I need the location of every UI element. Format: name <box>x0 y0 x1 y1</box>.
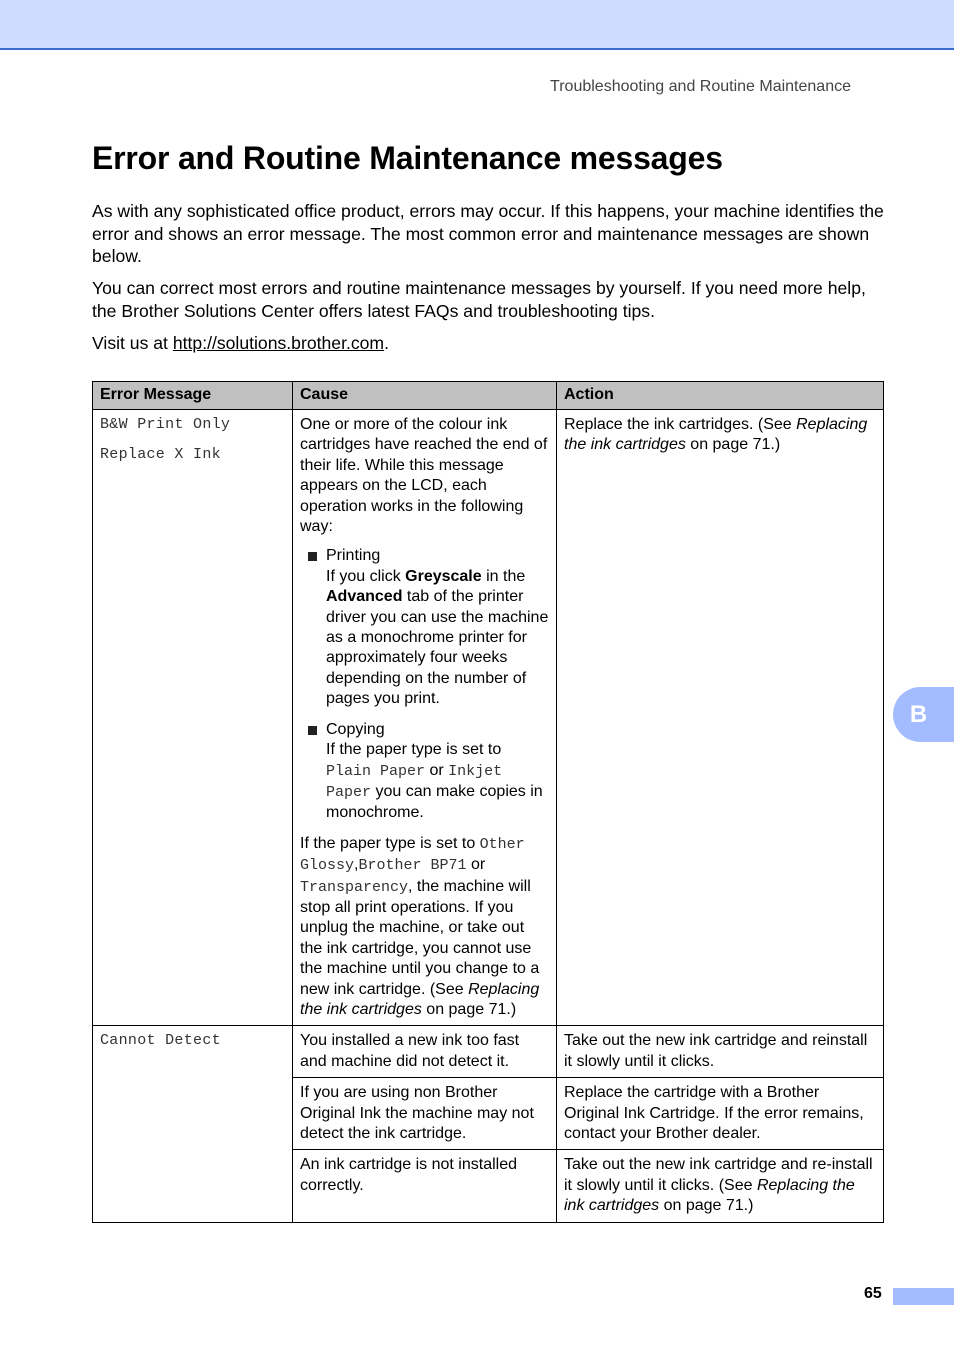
replacing-cartridges-ref: Replacing the ink cartridges <box>564 416 868 454</box>
error-bw-print-only: B&W Print Only <box>100 416 231 433</box>
action-cell: Replace the cartridge with a Brother Original Ink Cartridge. If the error remains, contact your Brother dealer. <box>557 1078 884 1150</box>
table-row <box>93 410 884 1026</box>
page-number: 65 <box>864 1285 882 1302</box>
header-cause: Cause <box>293 382 557 410</box>
visit-suffix: . <box>384 332 389 353</box>
action-text-2: on page 71.) <box>685 436 781 454</box>
copying-text <box>326 740 549 824</box>
error-cell <box>93 410 293 1026</box>
header-error-message: Error Message <box>93 382 293 410</box>
stop-operations-text <box>300 834 549 1021</box>
intro-paragraph-3 <box>92 332 887 355</box>
replacing-cartridges-ref: Replacing the ink cartridges <box>300 980 540 1018</box>
stop-text-4: , the machine will stop all print operations. If you unplug the machine, or take out the ink cartridge, you cannot use the machine until you change to a new ink cartridge. (See <box>300 877 540 998</box>
printing-text-1: If you click <box>326 567 406 585</box>
header-action: Action <box>557 382 884 410</box>
cause-intro: One or more of the colour ink cartridges have reached the end of their life. While this message appears on the LCD, each operation works in the following way: <box>300 416 548 536</box>
page-number-bar <box>893 1288 954 1305</box>
advanced-label: Advanced <box>326 588 403 606</box>
brother-bp71-label: Brother BP71 <box>358 857 467 875</box>
table-header-row <box>93 382 884 410</box>
stop-text-2: , <box>354 856 359 874</box>
intro-text <box>92 200 887 363</box>
top-color-band <box>0 0 954 50</box>
printing-text-2: in the <box>481 567 526 585</box>
visit-prefix: Visit us at <box>92 332 173 353</box>
copying-text-3: you can make copies in monochrome. <box>326 782 543 822</box>
chapter-tab: B <box>893 687 954 742</box>
action-cell <box>557 410 884 1026</box>
intro-paragraph-2: You can correct most errors and routine maintenance messages by yourself. If you need more help, the Brother Solutions Center offers latest FAQs and troubleshooting tips. <box>92 278 866 321</box>
stop-text-3: or <box>466 856 486 874</box>
cause-cell: If you are using non Brother Original Ink the machine may not detect the ink cartridge. <box>293 1078 557 1150</box>
running-header: Troubleshooting and Routine Maintenance <box>550 78 851 95</box>
printing-text <box>326 567 549 710</box>
copying-title: Copying <box>326 720 385 738</box>
stop-text-1: If the paper type is set to <box>300 834 480 852</box>
copying-text-1: If the paper type is set to <box>326 741 502 759</box>
error-cannot-detect: Cannot Detect <box>100 1032 221 1050</box>
error-cell <box>93 1026 293 1222</box>
copying-text-2: or <box>425 761 449 779</box>
cause-cell: An ink cartridge is not installed correctly. <box>293 1150 557 1222</box>
cause-cell <box>293 410 557 1026</box>
square-bullet-icon <box>308 726 317 735</box>
intro-paragraph-1: As with any sophisticated office product, errors may occur. If this happens, your machine identifies the error and shows an error message. The most common error and maintenance messages are shown below. <box>92 201 884 267</box>
plain-paper-label: Plain Paper <box>326 762 426 780</box>
other-glossy-label: Other Glossy <box>300 835 525 875</box>
page-title: Error and Routine Maintenance messages <box>92 140 723 176</box>
action-cell <box>557 1150 884 1222</box>
cause-cell: You installed a new ink too fast and machine did not detect it. <box>293 1026 557 1078</box>
action-text-1: Replace the ink cartridges. (See <box>564 416 797 433</box>
stop-text-5: on page 71.) <box>421 1000 517 1018</box>
inkjet-paper-label: Inkjet Paper <box>326 762 503 801</box>
copying-bullet <box>300 720 549 824</box>
greyscale-label: Greyscale <box>405 567 482 585</box>
action-text-1: Take out the new ink cartridge and re-install it slowly until it clicks. (See <box>564 1156 873 1194</box>
replacing-cartridges-ref: Replacing the ink cartridges <box>564 1176 855 1215</box>
action-text-2: on page 71.) <box>659 1197 754 1215</box>
printing-text-3: tab of the printer driver you can use the machine as a monochrome printer for approximately four weeks depending on the number of pages you print. <box>326 588 549 708</box>
table-row <box>93 1026 884 1078</box>
printing-bullet <box>300 546 549 709</box>
square-bullet-icon <box>308 552 317 561</box>
action-cell: Take out the new ink cartridge and reinstall it slowly until it clicks. <box>557 1026 884 1078</box>
action-text <box>564 415 876 456</box>
solutions-link[interactable]: http://solutions.brother.com <box>172 332 385 353</box>
error-replace-ink: Replace X Ink <box>100 446 221 464</box>
printing-title: Printing <box>326 547 381 565</box>
transparency-label: Transparency <box>300 878 409 896</box>
error-messages-table <box>92 381 884 1223</box>
